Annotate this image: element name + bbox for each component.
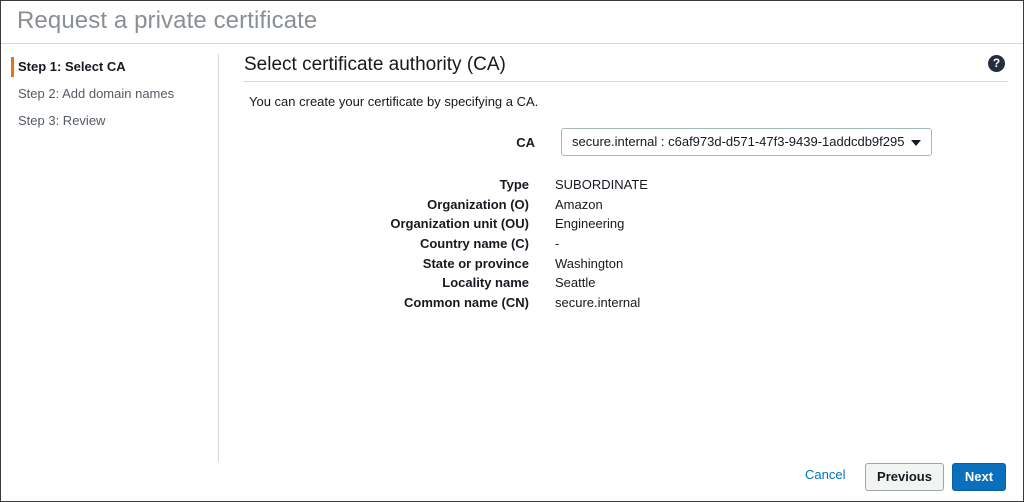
help-icon[interactable]: ? — [988, 55, 1005, 72]
detail-row-organization-unit — [301, 214, 648, 234]
sidebar-divider — [218, 54, 219, 462]
detail-row-type — [301, 175, 648, 195]
ca-label: CA — [516, 135, 535, 150]
previous-button[interactable]: Previous — [865, 463, 944, 491]
detail-label: Common name (CN) — [404, 295, 529, 311]
detail-row-state — [301, 254, 648, 274]
cancel-link[interactable]: Cancel — [805, 467, 846, 482]
ca-selected-value: secure.internal : c6af973d-d571-47f3-9439-1addcdb9f295 — [572, 134, 905, 149]
chevron-down-icon — [911, 140, 921, 146]
detail-label: Locality name — [442, 275, 529, 291]
ca-details — [301, 175, 648, 313]
detail-label: Type — [499, 177, 529, 192]
wizard-steps-nav — [11, 57, 217, 138]
section-description: You can create your certificate by specifying a CA. — [249, 94, 539, 109]
section-divider — [244, 81, 1008, 82]
detail-label: Country name (C) — [419, 236, 529, 252]
detail-label: Organization unit (OU) — [390, 216, 529, 232]
detail-row-organization — [301, 195, 648, 215]
detail-value: Seattle — [555, 275, 596, 291]
step-add-domain-names[interactable]: Step 2: Add domain names — [18, 86, 175, 101]
detail-value: Engineering — [555, 216, 625, 232]
detail-row-country — [301, 234, 648, 254]
title-divider — [1, 43, 1023, 44]
next-button[interactable]: Next — [952, 463, 1006, 491]
detail-row-locality — [301, 273, 648, 293]
detail-value: SUBORDINATE — [555, 177, 648, 192]
page-title: Request a private certificate — [17, 7, 318, 34]
detail-row-common-name — [301, 293, 648, 313]
detail-label: Organization (O) — [427, 196, 529, 212]
step-select-ca[interactable]: Step 1: Select CA — [11, 57, 217, 77]
ca-select[interactable] — [561, 128, 932, 156]
section-title: Select certificate authority (CA) — [244, 54, 506, 75]
step-review[interactable]: Step 3: Review — [18, 113, 106, 128]
detail-value: Washington — [555, 255, 624, 271]
detail-label: State or province — [422, 255, 529, 271]
detail-value: secure.internal — [555, 295, 641, 311]
detail-value: - — [555, 236, 560, 252]
detail-value: Amazon — [555, 196, 603, 212]
